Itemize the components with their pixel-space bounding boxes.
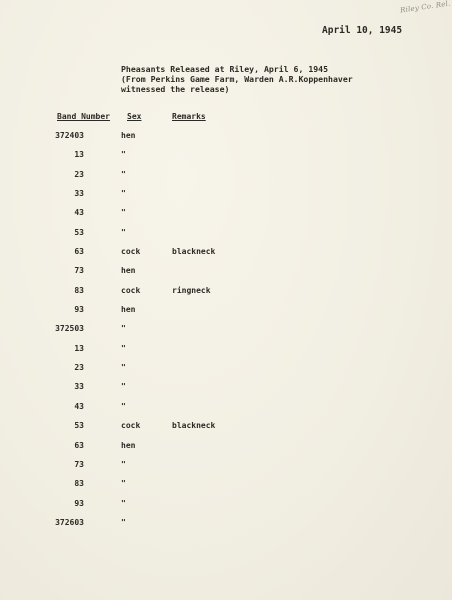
table-row [0,166,452,185]
heading-line-1: Pheasants Released at Riley, April 6, 1945 [121,64,329,74]
sex-cell: cock [121,421,141,431]
document-heading [121,64,381,94]
band-number-cell: 53 [74,227,84,237]
band-number-cell: 43 [74,208,84,218]
table-row [0,456,452,475]
table-row [0,378,452,397]
band-number-cell: 53 [74,421,84,431]
table-row [0,475,452,494]
band-number-cell: 43 [74,401,84,411]
sex-cell: cock [121,285,141,295]
band-number-cell: 372503 [55,324,84,334]
band-number-cell: 93 [74,498,84,508]
table-row [0,340,452,359]
sex-cell: " [121,227,126,237]
remarks-cell: blackneck [172,247,216,257]
band-number-cell: 93 [74,305,84,315]
sex-cell: " [121,479,126,489]
sex-cell: hen [121,131,136,140]
band-number-cell: 13 [74,150,84,160]
sex-cell: cock [121,247,141,257]
column-header-band-number: Band Number [57,112,110,121]
heading-line-2: (From Perkins Game Farm, Warden A.R.Koppenhaver [121,74,353,84]
table-row [0,301,452,320]
table-row [0,514,452,533]
pencil-annotation: Riley Co. Rel. [399,0,451,15]
column-header-remarks: Remarks [172,112,206,121]
sex-cell: " [121,459,126,469]
band-number-cell: 23 [74,363,84,373]
sex-cell: hen [121,266,136,276]
sex-cell: " [121,401,126,411]
table-row [0,359,452,378]
table-row [0,437,452,456]
table-row [0,282,452,301]
column-header-sex: Sex [127,112,142,121]
band-number-cell: 73 [74,459,84,469]
table-row [0,185,452,204]
sex-cell: " [121,498,126,508]
sex-cell: " [121,189,126,199]
table-row [0,127,452,146]
sex-cell: " [121,382,126,392]
table-row [0,262,452,281]
sex-cell: hen [121,305,136,315]
table-row [0,417,452,436]
table-row [0,320,452,339]
band-number-cell: 73 [74,266,84,276]
table-row [0,146,452,165]
band-number-cell: 83 [74,479,84,489]
sex-cell: " [121,343,126,353]
band-number-cell: 63 [74,247,84,257]
remarks-cell: ringneck [172,285,211,295]
band-number-cell: 83 [74,285,84,295]
band-number-cell: 23 [74,169,84,179]
band-number-cell: 63 [74,440,84,450]
sex-cell: " [121,517,126,527]
band-number-cell: 33 [74,189,84,199]
table-row [0,224,452,243]
table-row [0,243,452,262]
sex-cell: " [121,363,126,373]
band-number-cell: 33 [74,382,84,392]
table-row [0,398,452,417]
release-table-body [0,127,452,533]
table-row [0,495,452,514]
sex-cell: hen [121,440,136,450]
table-row [0,204,452,223]
sex-cell: " [121,324,126,334]
remarks-cell: blackneck [172,421,216,431]
sex-cell: " [121,169,126,179]
band-number-cell: 13 [74,343,84,353]
sex-cell: " [121,150,126,160]
document-date: April 10, 1945 [322,25,403,36]
band-number-cell: 372603 [55,517,84,527]
sex-cell: " [121,208,126,218]
heading-line-3: witnessed the release) [121,84,230,94]
band-number-cell: 372403 [55,131,84,140]
